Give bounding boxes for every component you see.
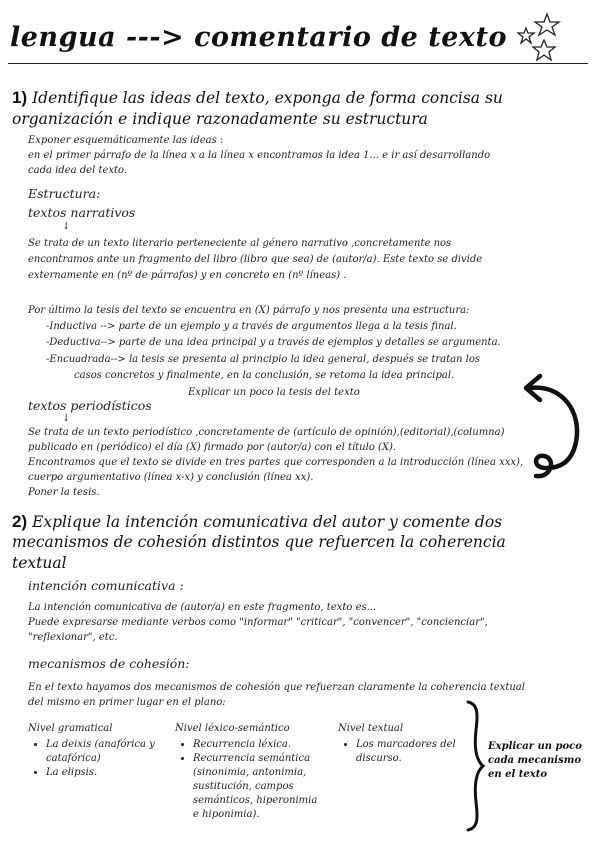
periodisticos-line: Se trata de un texto periodístico ,concretamente de (artículo de opinión),(editorial),(columna) [28, 427, 505, 438]
section2-heading-line1 [12, 512, 502, 532]
list-item: • Recurrencia semántica (sinonimia, antonimia, sustitución, campos semánticos, hiperonimia e hiponimia). [193, 752, 325, 822]
structure-item: -Deductiva--> parte de una idea principal y a través de ejemplos y detalles se argumenta. [46, 337, 501, 348]
column-gramatical [28, 722, 168, 780]
section1-number: 1) [12, 88, 28, 107]
structure-item: -Encuadrada--> la tesis se presenta al principio la idea general, después se tratan los [46, 354, 481, 365]
curved-arrow-icon [522, 372, 584, 492]
column-title: Nivel gramatical [28, 723, 113, 734]
estructura-label: Estructura: [28, 186, 101, 201]
section2-heading-text: Explique la intención comunicativa del autor y comente dos [32, 513, 503, 531]
periodisticos-line: Poner la tesis. [28, 487, 100, 498]
intro-line: cada idea del texto. [28, 165, 128, 176]
column-title: Nivel textual [338, 723, 404, 734]
intro-line: Exponer esquemáticamente las ideas : [28, 135, 224, 146]
list-item: • Recurrencia léxica. [193, 738, 325, 752]
section1-heading-text: Identifique las ideas del texto, exponga de forma concisa su [32, 89, 503, 107]
mecanismos-line: del mismo en primer lugar en el plano: [28, 697, 226, 708]
arrow-down-icon: ↓ [62, 221, 71, 232]
stars-icon [512, 10, 572, 62]
list-item: • Los marcadores del discurso. [356, 738, 463, 766]
section2-heading-line3: textual [12, 554, 67, 572]
periodisticos-line: Encontramos que el texto se divide en tres partes que corresponden a la introducción (línea xxx), [28, 457, 524, 468]
intencion-label: intención comunicativa : [28, 578, 184, 593]
section2-number: 2) [12, 512, 28, 531]
section1-heading-line2: organización e indique razonadamente su estructura [12, 110, 428, 128]
intencion-line: "reflexionar", etc. [28, 632, 118, 643]
narrativos-line: encontramos ante un fragmento del libro (libro que sea) de (autor/a). Este texto se divide [28, 254, 483, 265]
periodisticos-line: publicado en (periódico) el día (X) firmado por (autor/a) con el título (X). [28, 442, 397, 453]
section1-heading-line1 [12, 88, 503, 108]
column-textual [338, 722, 463, 766]
mecanismos-label: mecanismos de cohesión: [28, 656, 190, 671]
title-underline [8, 63, 588, 64]
brace-icon [464, 700, 486, 832]
section2-heading-line2: mecanismos de cohesión distintos que refuercen la coherencia [12, 533, 506, 551]
list-item: • La elipsis. [46, 766, 168, 780]
narrativos-label: textos narrativos [28, 205, 136, 220]
structure-item: -Inductiva --> parte de un ejemplo y a través de argumentos llega a la tesis final. [46, 321, 457, 332]
mecanismos-line: En el texto hayamos dos mecanismos de cohesión que refuerzan claramente la coherencia textual [28, 682, 525, 693]
intencion-line: Puede expresarse mediante verbos como "informar" "criticar", "convencer", "concienciar", [28, 617, 488, 628]
structure-item: casos concretos y finalmente, en la conclusión, se retoma la idea principal. [74, 370, 455, 381]
tesis-line: Por último la tesis del texto se encuentra en (X) párrafo y nos presenta una estructura: [28, 305, 470, 316]
narrativos-line: externamente en (nº de párrafos) y en concreto en (nº líneas) . [28, 270, 347, 281]
periodisticos-line: cuerpo argumentativo (línea x-x) y conclusión (línea xx). [28, 472, 314, 483]
arrow-down-icon: ↓ [62, 413, 71, 424]
page-title: lengua ---> comentario de texto [10, 22, 507, 53]
narrativos-line: Se trata de un texto literario perteneciente al género narrativo ,concretamente nos [28, 238, 452, 249]
list-item: • La deixis (anafórica y catafórica) [46, 738, 168, 766]
explicar-line: Explicar un poco la tesis del texto [188, 387, 360, 398]
periodisticos-label: textos periodísticos [28, 398, 152, 413]
column-title: Nivel léxico-semántico [175, 723, 290, 734]
side-note: Explicar un poco cada mecanismo en el texto [488, 741, 582, 780]
intro-line: en el primer párrafo de la línea x a la línea x encontramos la idea 1... e ir así desarrollando [28, 150, 491, 161]
column-lexico [175, 722, 325, 822]
intencion-line: La intención comunicativa de (autor/a) en este fragmento, texto es... [28, 602, 377, 613]
